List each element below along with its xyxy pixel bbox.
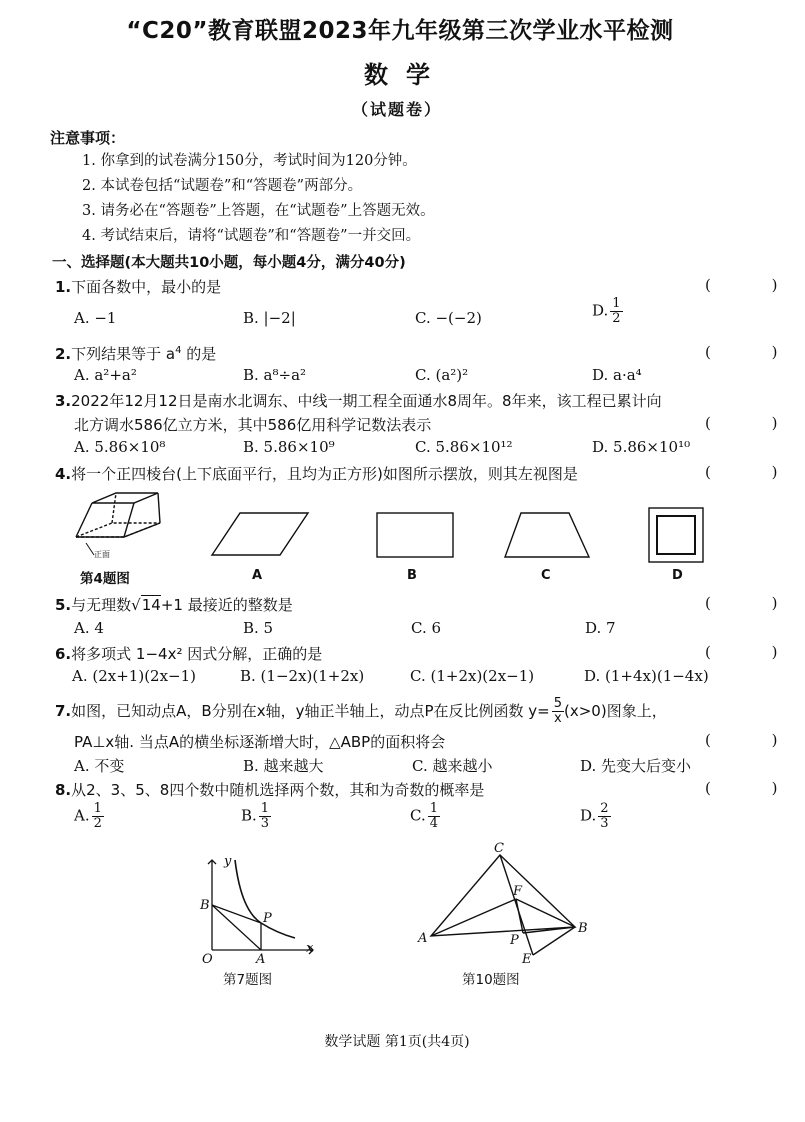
question-text: 从2、3、5、8四个数中随机选择两个数，其和为奇数的概率是: [71, 781, 485, 799]
option-b: B. 5.86×10⁹: [243, 438, 335, 456]
denominator: 3: [600, 816, 609, 831]
option-b-label: B: [407, 568, 417, 583]
exam-title: “C20”教育联盟2023年九年级第三次学业水平检测: [126, 18, 674, 44]
subject-title: 数学: [364, 61, 448, 89]
answer-paren: ( ): [705, 463, 805, 481]
notice-item: 1. 你拿到的试卷满分150分，考试时间为120分钟。: [82, 153, 417, 169]
point-p-label: P: [263, 911, 272, 926]
option-c: C. (1+2x)(2x−1): [410, 667, 535, 685]
question-3: [55, 390, 662, 411]
option-label: A.: [74, 806, 90, 825]
option-d: D. 7: [585, 619, 616, 637]
option-c-label: C: [541, 568, 551, 583]
numerator: 5: [553, 696, 562, 711]
denominator: 4: [429, 816, 438, 831]
option-b: B. a⁸÷a²: [243, 366, 307, 384]
option-c: C. (a²)²: [415, 366, 469, 384]
numerator: 1: [260, 801, 270, 816]
notice-item: 4. 考试结束后，请将“试题卷”和“答题卷”一并交回。: [82, 228, 421, 244]
option-d: D. (1+4x)(1−4x): [584, 667, 709, 685]
front-label: 正面: [94, 550, 110, 559]
question-number: 4.: [55, 465, 72, 483]
option-a: A. (2x+1)(2x−1): [72, 667, 197, 685]
question-text-end: +1 最接近的整数是: [160, 596, 293, 614]
question-text: 2022年12月12日是南水北调东、中线一期工程全面通水8周年。8年来，该工程已累计向: [71, 392, 662, 410]
question-text: 与无理数: [71, 596, 132, 614]
question-1: [55, 276, 221, 297]
x-axis-label: x: [306, 941, 314, 956]
origin-label: O: [202, 952, 213, 967]
question-5: 5.与无理数√14+1 最接近的整数是: [55, 596, 293, 614]
question-8: [55, 779, 484, 800]
option-d: D. 5.86×10¹⁰: [592, 438, 691, 456]
fraction: [259, 802, 271, 831]
option-a: A. 5.86×10⁸: [74, 438, 166, 456]
option-d: D. a·a⁴: [592, 366, 642, 384]
numerator: 1: [93, 801, 102, 816]
denominator: 2: [93, 816, 102, 831]
figure-caption: 第4题图: [80, 571, 130, 587]
fraction: [92, 802, 104, 831]
denominator: 2: [612, 311, 621, 326]
option-d: [592, 297, 623, 326]
question-number: 2.: [55, 345, 72, 363]
question-3-line2: 北方调水586亿立方米，其中586亿用科学记数法表示: [74, 416, 432, 434]
option-c-figure: [503, 510, 593, 560]
fraction: [598, 802, 610, 831]
question-7: [55, 697, 667, 726]
point-c-label: C: [494, 841, 504, 856]
page-footer: 数学试题 第1页(共4页): [324, 1034, 470, 1050]
question-number: 6.: [55, 645, 72, 663]
question-text: 如图，已知动点A，B分别在x轴，y轴正半轴上，动点P在反比例函数 y=: [71, 702, 550, 720]
figure-caption: 第10题图: [462, 972, 520, 988]
answer-paren: ( ): [705, 414, 805, 432]
exponent: 4: [175, 345, 182, 356]
option-b: [241, 802, 271, 831]
option-c: C. 5.86×10¹²: [415, 438, 513, 456]
option-a: A. −1: [74, 309, 117, 327]
question-text: 将多项式 1−4x² 因式分解，正确的是: [71, 645, 323, 663]
numerator: 2: [600, 801, 609, 816]
frustum-figure: [72, 485, 172, 565]
option-d-figure: [647, 505, 707, 565]
option-b: B. (1−2x)(1+2x): [240, 667, 365, 685]
figure-caption: 第7题图: [223, 972, 273, 988]
option-a: A. 不变: [74, 757, 125, 775]
y-axis-label: y: [224, 854, 232, 869]
answer-paren: ( ): [705, 643, 805, 661]
fraction: [610, 297, 622, 326]
answer-paren: ( ): [705, 276, 805, 294]
option-a-figure: [210, 510, 310, 560]
answer-paren: ( ): [705, 731, 805, 749]
option-d-label: D: [672, 568, 683, 583]
question-6: [55, 643, 322, 664]
option-a: A. a²+a²: [74, 366, 137, 384]
question-number: 3.: [55, 392, 72, 410]
point-e-label: E: [522, 952, 532, 967]
answer-paren: ( ): [705, 343, 805, 361]
point-b-label: B: [200, 898, 210, 913]
option-b: B. 越来越大: [243, 757, 324, 775]
option-a: [74, 802, 104, 831]
option-c: C. −(−2): [415, 309, 482, 327]
point-a-label: A: [256, 952, 266, 967]
notice-heading: 注意事项：: [50, 129, 126, 147]
option-label: D.: [580, 806, 597, 825]
denominator: x: [554, 711, 562, 726]
option-c: [410, 802, 440, 831]
figure-10: [415, 838, 595, 967]
option-label: B.: [241, 806, 257, 825]
option-c: C. 越来越小: [412, 757, 493, 775]
answer-paren: ( ): [705, 779, 805, 797]
answer-paren: ( ): [705, 594, 805, 612]
option-c: C. 6: [411, 619, 442, 637]
option-d: D. 先变大后变小: [580, 757, 692, 775]
point-p-label: P: [510, 933, 519, 948]
option-b: B. |−2|: [243, 309, 296, 327]
question-2: [55, 343, 216, 364]
question-number: 5.: [55, 596, 72, 614]
option-b-figure: [375, 510, 455, 560]
option-a: A. 4: [74, 619, 104, 637]
option-a-label: A: [252, 568, 263, 583]
option-b: B. 5: [243, 619, 274, 637]
question-text-end: (x>0)图象上，: [564, 702, 667, 720]
fraction: [552, 697, 564, 726]
question-text-end: 的是: [181, 345, 217, 363]
question-number: 1.: [55, 278, 72, 296]
question-4: [55, 463, 578, 484]
radicand: 14: [141, 596, 161, 614]
question-text: 将一个正四棱台(上下底面平行，且均为正方形)如图所示摆放，则其左视图是: [71, 465, 578, 483]
question-number: 8.: [55, 781, 72, 799]
denominator: 3: [260, 816, 270, 831]
figure-7: [195, 855, 320, 970]
numerator: 1: [429, 801, 438, 816]
option-label: C.: [410, 806, 426, 825]
paper-label: （试题卷）: [351, 100, 442, 119]
point-a-label: A: [418, 931, 428, 946]
notice-item: 3. 请务必在“答题卷”上答题，在“试题卷”上答题无效。: [82, 203, 435, 219]
question-7-line2: PA⊥x轴. 当点A的横坐标逐渐增大时，△ABP的面积将会: [74, 733, 446, 751]
question-text: 下面各数中，最小的是: [71, 278, 222, 296]
section-heading: 一、选择题(本大题共10小题，每小题4分，满分40分): [52, 255, 406, 271]
option-label: D.: [592, 301, 609, 320]
point-b-label: B: [578, 921, 588, 936]
option-d: [580, 802, 611, 831]
question-number: 7.: [55, 702, 72, 720]
fraction: [428, 802, 440, 831]
notice-item: 2. 本试卷包括“试题卷”和“答题卷”两部分。: [82, 178, 363, 194]
point-f-label: F: [513, 884, 523, 899]
numerator: 1: [612, 296, 621, 311]
question-text: 下列结果等于 a: [71, 345, 176, 363]
